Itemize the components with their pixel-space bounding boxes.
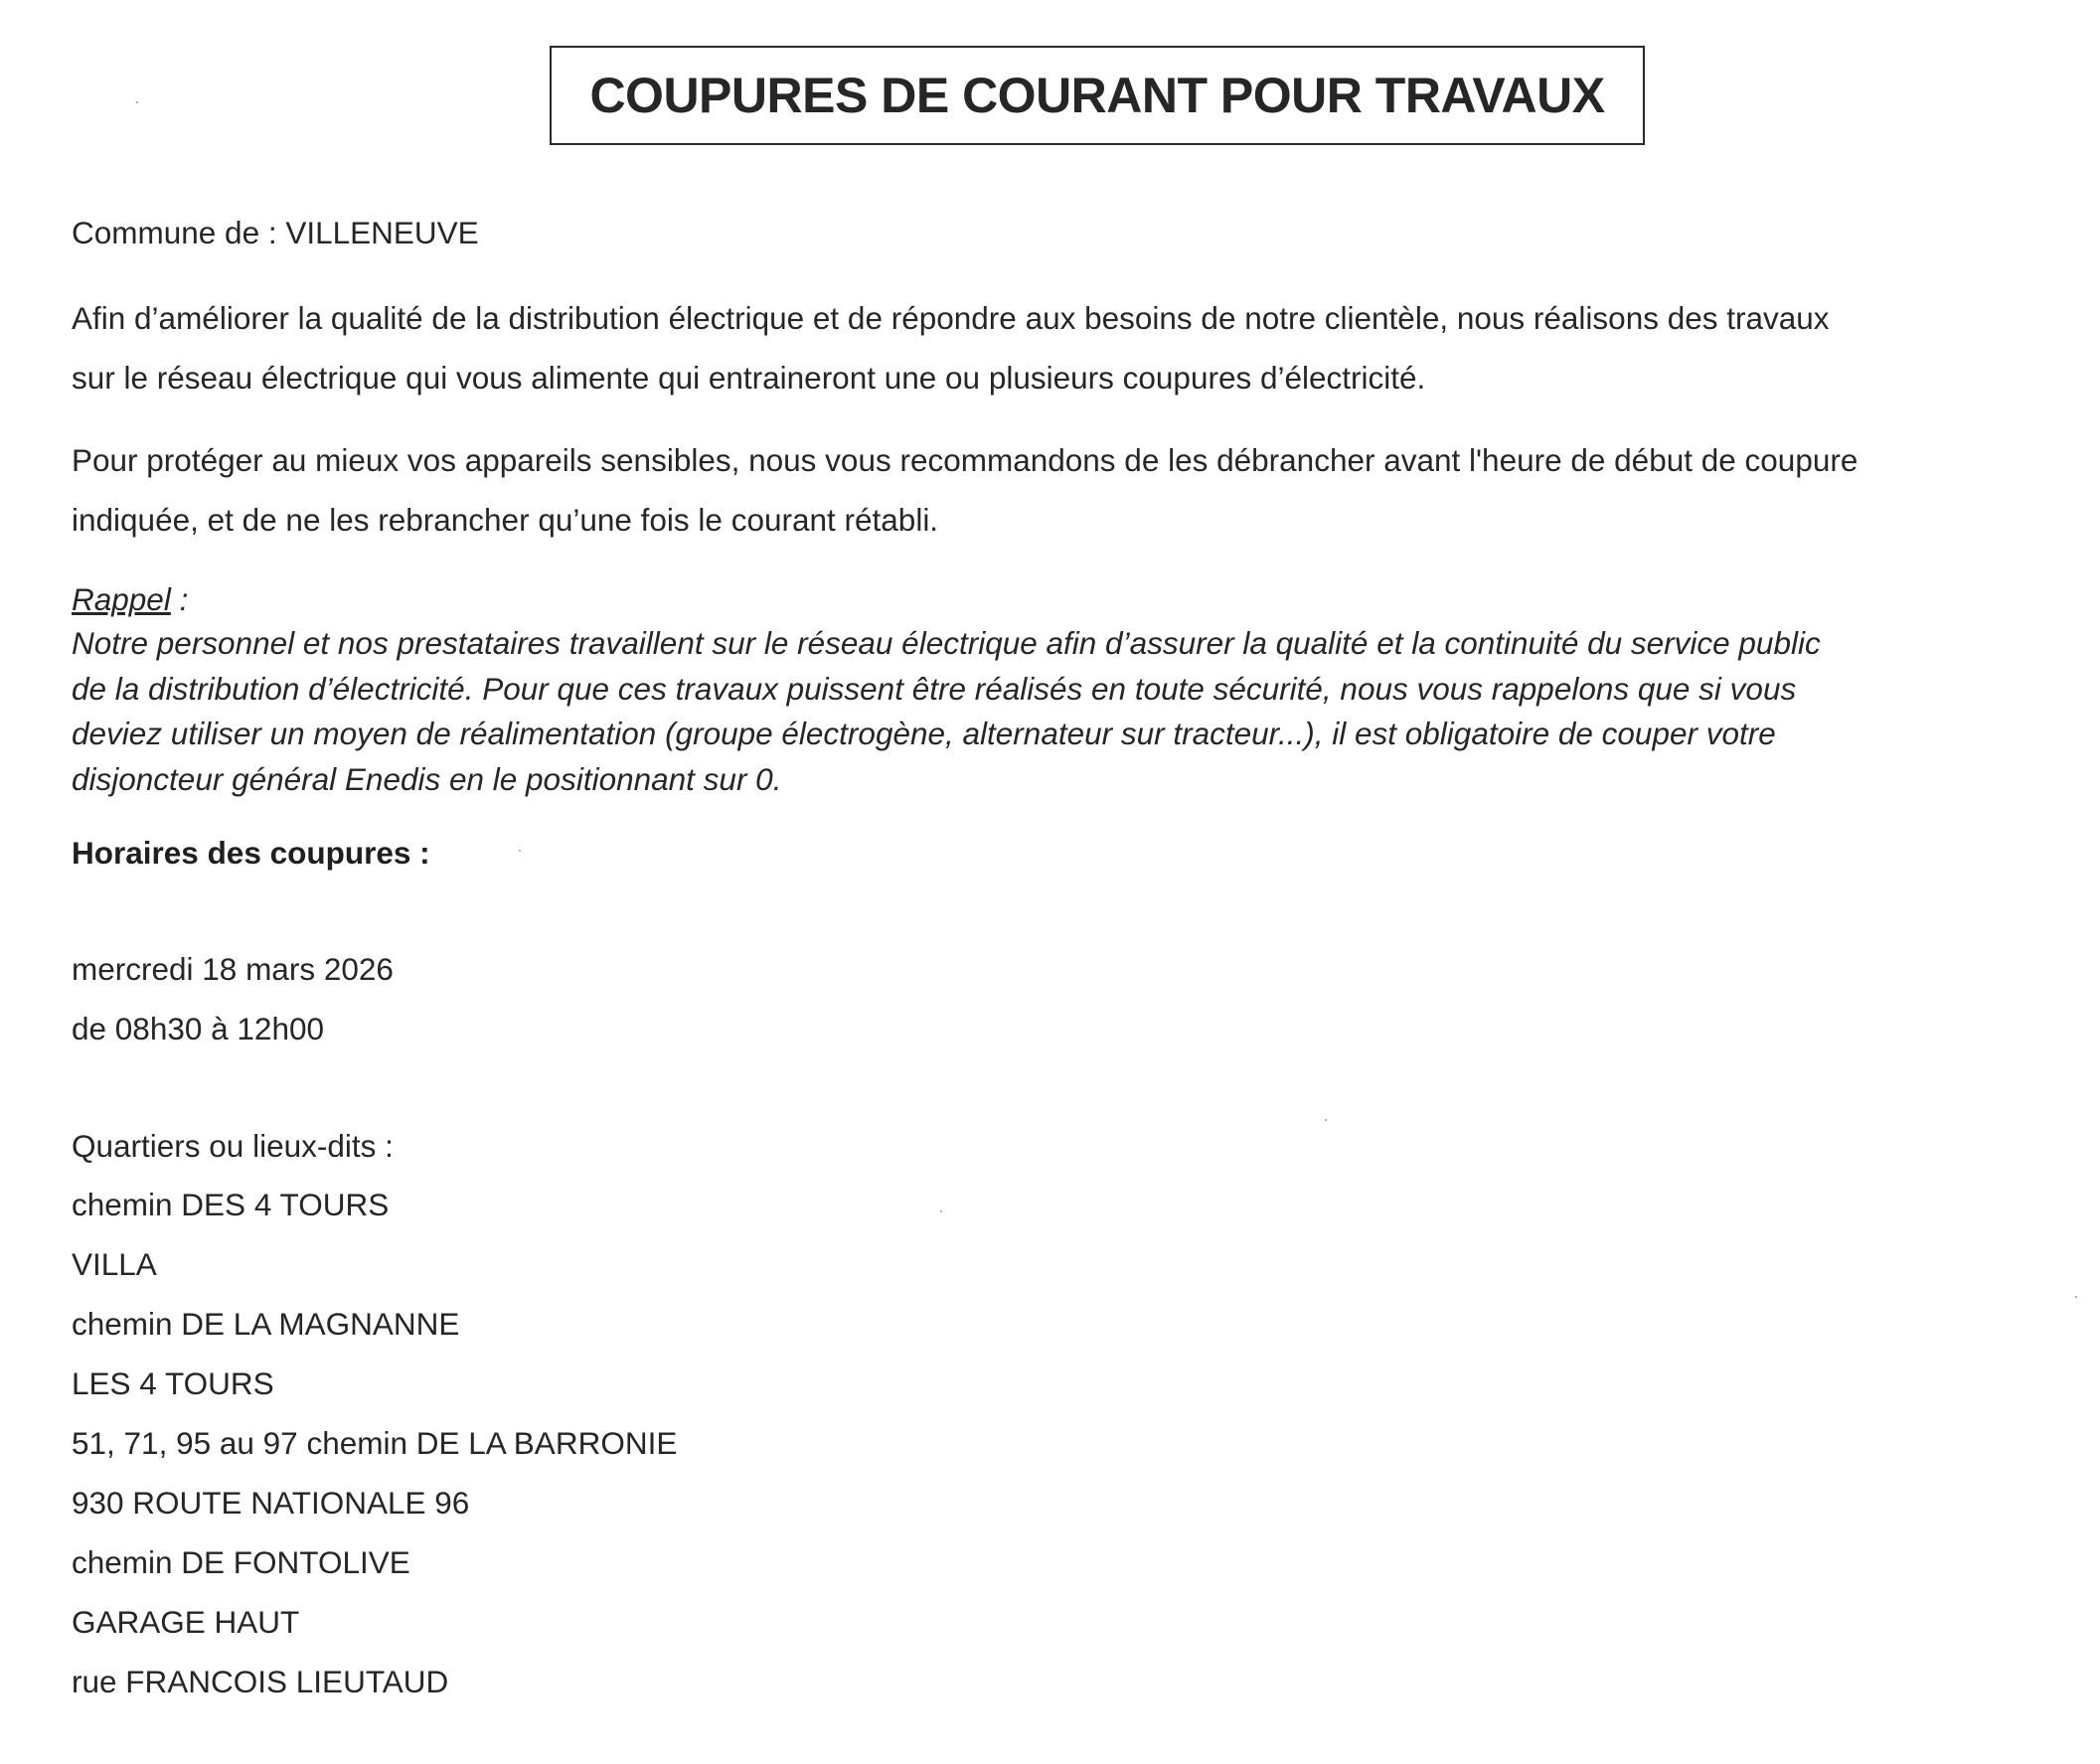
protection-line-2: indiquée, et de ne les rebrancher qu’une fois le courant rétabli. xyxy=(72,502,939,538)
location-item: chemin DE LA MAGNANNE xyxy=(72,1306,460,1342)
intro-line-1: Afin d’améliorer la qualité de la distribution électrique et de répondre aux besoins de notre clientèle, nous réalisons des travaux xyxy=(72,300,1830,336)
rappel-label: Rappel xyxy=(72,581,171,617)
scan-speck xyxy=(1325,1119,1327,1121)
rappel-line-1: Notre personnel et nos prestataires travaillent sur le réseau électrique afin d’assurer la qualité et la continuité du service public xyxy=(72,625,1821,661)
location-item: GARAGE HAUT xyxy=(72,1604,300,1640)
scan-speck xyxy=(940,1210,942,1212)
intro-paragraph xyxy=(72,288,2059,407)
page-title: COUPURES DE COURANT POUR TRAVAUX xyxy=(589,68,1605,123)
scan-speck xyxy=(2075,1296,2077,1298)
location-item: 930 ROUTE NATIONALE 96 xyxy=(72,1485,470,1521)
schedule-block xyxy=(72,939,2059,1058)
locations-heading: Quartiers ou lieux-dits : xyxy=(72,1128,394,1164)
location-item: 51, 71, 95 au 97 chemin DE LA BARRONIE xyxy=(72,1425,678,1461)
protection-line-1: Pour protéger au mieux vos appareils sensibles, nous vous recommandons de les débrancher avant l'heure de début de coupure xyxy=(72,442,1858,478)
location-item: LES 4 TOURS xyxy=(72,1365,274,1401)
rappel-line-4: disjoncteur général Enedis en le positionnant sur 0. xyxy=(72,760,782,797)
rappel-line-2: de la distribution d’électricité. Pour que ces travaux puissent être réalisés en toute sécurité, nous vous rappelons que si vous xyxy=(72,670,1797,707)
location-item: rue FRANCOIS LIEUTAUD xyxy=(72,1664,449,1699)
rappel-paragraph xyxy=(72,621,2039,802)
location-item: VILLA xyxy=(72,1246,157,1282)
schedule-time: de 08h30 à 12h00 xyxy=(72,1011,324,1046)
rappel-line-3: deviez utiliser un moyen de réalimentation (groupe électrogène, alternateur sur tracteur...), il est obligatoire de couper votre xyxy=(72,716,1776,751)
scan-speck xyxy=(136,101,138,103)
location-item: chemin DE FONTOLIVE xyxy=(72,1544,410,1580)
schedule-heading: Horaires des coupures : xyxy=(72,835,430,871)
rappel-heading xyxy=(72,581,188,618)
protection-paragraph xyxy=(72,430,2059,550)
schedule-date: mercredi 18 mars 2026 xyxy=(72,951,394,987)
rappel-suffix: : xyxy=(170,581,189,617)
scan-speck xyxy=(519,850,521,852)
intro-line-2: sur le réseau électrique qui vous alimente qui entraineront une ou plusieurs coupures d’électricité. xyxy=(72,360,1426,396)
title-box xyxy=(550,46,1645,145)
locations-list xyxy=(72,1175,677,1711)
commune-line: Commune de : VILLENEUVE xyxy=(72,215,479,250)
location-item: chemin DES 4 TOURS xyxy=(72,1187,390,1222)
